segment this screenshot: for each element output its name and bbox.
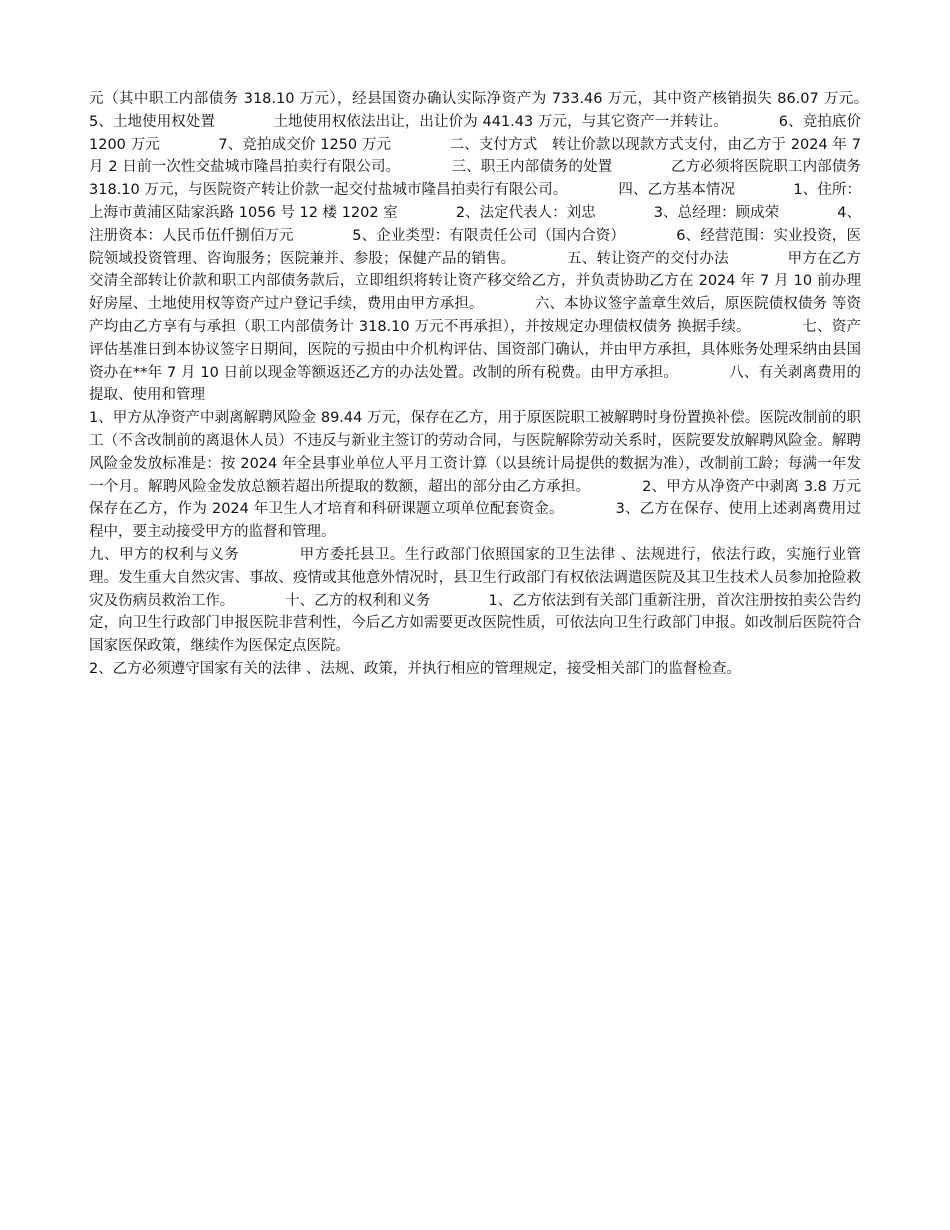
paragraph: 1、甲方从净资产中剥离解聘风险金 89.44 万元，保存在乙方，用于原医院职工被解聘时身份置换补偿。医院改制前的职工（不含改制前的离退休人员）不违反与新业主签订的劳动合同，与医院解除劳动关系时，医院要发放解聘风险金。解聘风险金发放标准是：按 2024 年全县事业单位人平月工资计算（以县统计局提供的数据为准），改制前工龄；每满一年发一个月。解聘风险金发放总额若超出所提取的数额，超出的部分由乙方承担。 2、甲方从净资产中剥离 3.8 万元保存在乙方，作为 2024 年卫生人才培育和科研课题立项单位配套资金。 3、乙方在保存、使用上述剥离费用过程中，要主动接受甲方的监督和管理。 xyxy=(89,410,861,541)
paragraph: 元（其中职工内部债务 318.10 万元），经县国资办确认实际净资产为 733.46 万元，其中资产核销损失 86.07 万元。 5、土地使用权处置 土地使用权依法出让，出让价为 441.43 万元，与其它资产一并转让。 6、竞拍底价 1200 万元 7、竞拍成交价 1250 万元 二、支付方式 转让价款以现款方式支付，由乙方于 2024 年 7 月 2 日前一次性交盐城市隆昌拍卖行有限公司。 三、职王内部债务的处置 乙方必须将医院职工内部债务 318.10 万元，与医院资产转让价款一起交付盐城市隆昌拍卖行有限公司。 四、乙方基本情况 1、住所：上海市黄浦区陆家浜路 1056 号 12 楼 1202 室 2、法定代表人：刘忠 3、总经理：顾成荣 4、注册资本：人民币伍仟捌佰万元 5、企业类型：有限责任公司（国内合资） 6、经营范围：实业投资，医院领域投资管理、咨询服务；医院兼并、参股；保健产品的销售。 五、转让资产的交付办法 甲方在乙方交清全部转让价款和职工内部债务款后，立即组织将转让资产移交给乙方，并负责协助乙方在 2024 年 7 月 10 前办理好房屋、土地使用权等资产过户登记手续，费用由甲方承担。 六、本协议签字盖章生效后，原医院债权债务 等资产均由乙方享有与承担（职工内部债务计 318.10 万元不再承担），并按规定办理债权债务 换据手续。 七、资产评估基准日到本协议签字日期间，医院的亏损由中介机构评估、国资部门确认，并由甲方承担，具体账务处理采纳由县国资办在**年 7 月 10 日前以现金等额返还乙方的办法处置。改制的所有税费。由甲方承担。 八、有关剥离费用的提取、使用和管理 xyxy=(89,91,919,404)
paragraph: 2、乙方必须遵守国家有关的法律 、法规、政策，并执行相应的管理规定，接受相关部门的监督检查。 xyxy=(89,660,741,677)
paragraph: 九、甲方的权利与义务 甲方委托县卫。生行政部门依照国家的卫生法律 、法规进行，依法行政，实施行业管理。发生重大自然灾害、事故、疫情或其他意外情况时，县卫生行政部门有权依法调遣医院及其卫生技术人员参加抢险救灾及伤病员救治工作。 十、乙方的权利和义务 1、乙方依法到有关部门重新注册，首次注册按拍卖公告约定，向卫生行政部门申报医院非营利性，今后乙方如需要更改医院性质，可依法向卫生行政部门申报。如改制后医院符合国家医保政策，继续作为医保定点医院。 xyxy=(89,546,861,655)
document-body xyxy=(89,88,919,681)
